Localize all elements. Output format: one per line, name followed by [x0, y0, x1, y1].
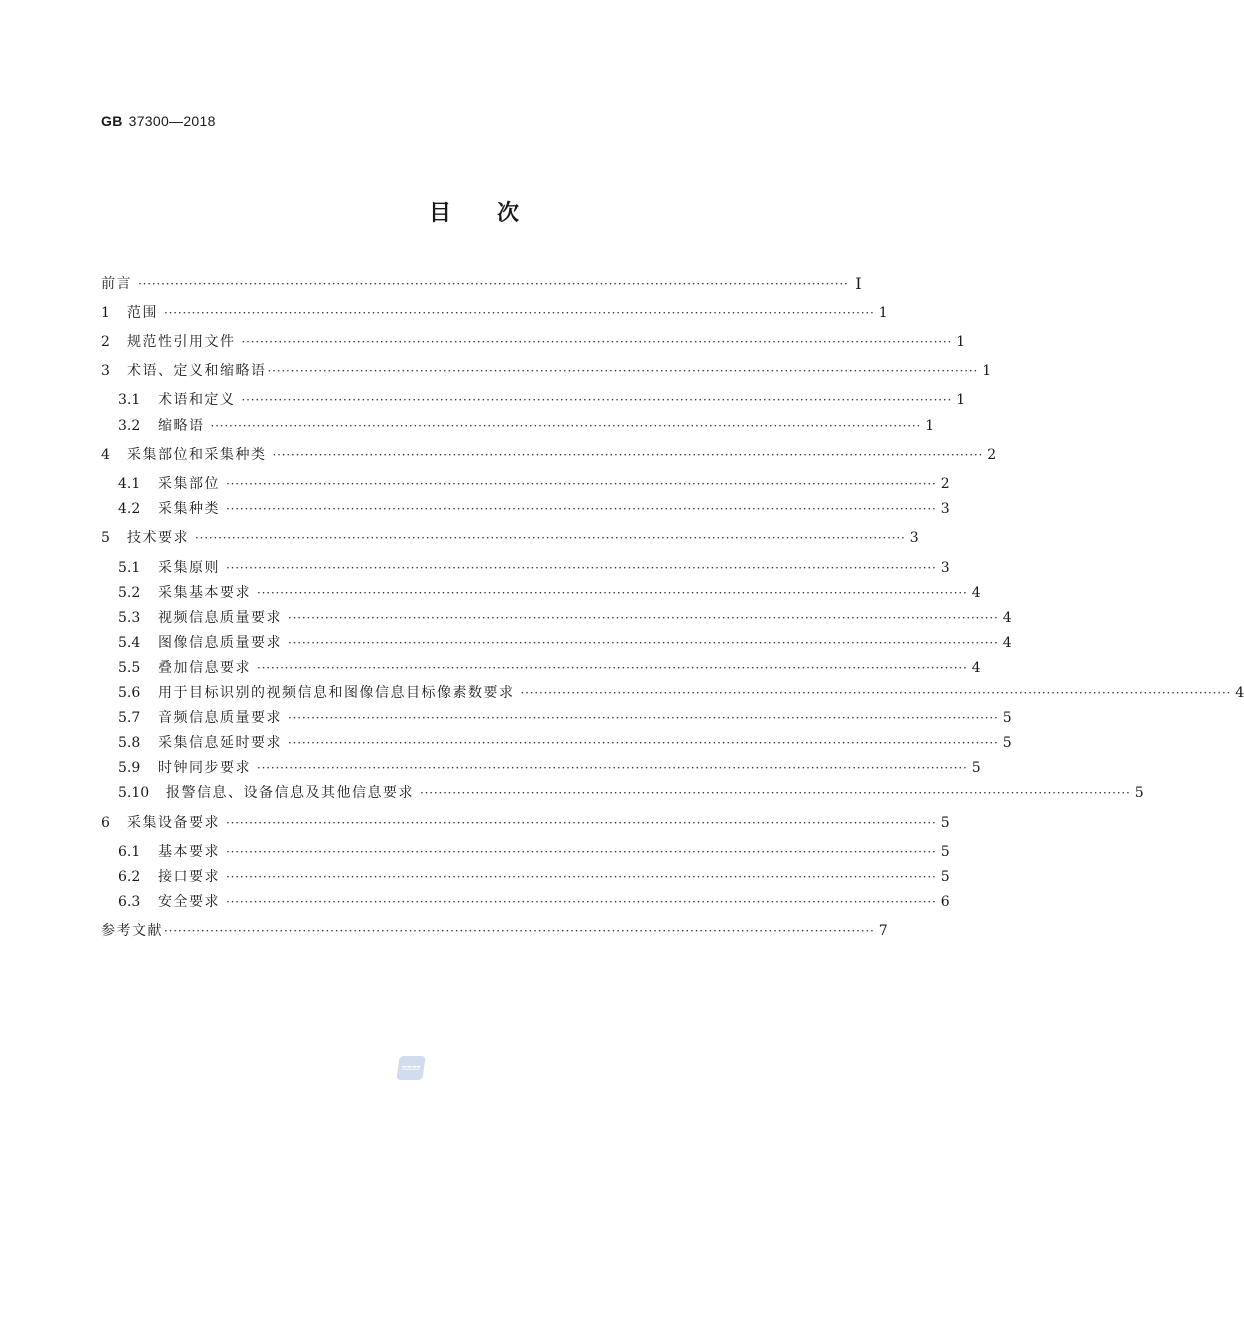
toc-entry-4[interactable]: [101, 444, 997, 466]
toc-entry-page: 4: [971, 660, 981, 676]
toc-entry-page: 4: [971, 585, 981, 601]
toc-entry-label: 基本要求: [158, 844, 220, 860]
toc-entry-references[interactable]: [101, 920, 888, 942]
toc-entry-number: 3.1: [118, 392, 141, 408]
toc-entry-5-1[interactable]: [118, 557, 950, 579]
toc-entry-1[interactable]: [101, 302, 888, 324]
toc-entry-page: 1: [956, 392, 966, 408]
dot-leader: ··························································································································································: [195, 531, 906, 545]
toc-entry-page: 5: [940, 869, 950, 885]
toc-entry-number: 5.9: [118, 760, 141, 776]
toc-entry-label: 采集基本要求: [158, 585, 251, 601]
toc-entry-6[interactable]: [101, 812, 950, 834]
dot-leader: ··························································································································································: [257, 761, 968, 775]
dot-leader: ··························································································································································: [288, 736, 999, 750]
toc-entry-page: 4: [1002, 635, 1012, 651]
dot-leader: ··························································································································································: [520, 686, 1232, 700]
toc-entry-page: 4: [1235, 685, 1244, 701]
toc-entry-5-9[interactable]: [118, 757, 981, 779]
toc-entry-page: 5: [940, 844, 950, 860]
dot-leader: ··························································································································································: [288, 711, 999, 725]
toc-entry-6-1[interactable]: [118, 841, 950, 863]
toc-entry-5-10[interactable]: [118, 782, 1144, 804]
toc-entry-page: 3: [940, 560, 950, 576]
dot-leader: ··························································································································································: [226, 845, 937, 859]
toc-entry-number: 6.1: [118, 844, 141, 860]
toc-entry-5-4[interactable]: [118, 632, 1012, 654]
toc-entry-label: 采集种类: [158, 501, 220, 517]
toc-entry-5-5[interactable]: [118, 657, 981, 679]
toc-entry-label: 安全要求: [158, 894, 220, 910]
dot-leader: ··························································································································································: [267, 364, 979, 378]
toc-entry-number: 6.2: [118, 869, 141, 885]
toc-entry-label: 缩略语: [158, 418, 205, 434]
standard-prefix: GB: [101, 113, 123, 129]
toc-entry-label: 采集原则: [158, 560, 220, 576]
dot-leader: ··························································································································································: [138, 277, 849, 291]
toc-entry-number: 1: [101, 305, 110, 321]
toc-entry-6-3[interactable]: [118, 891, 950, 913]
dot-leader: ··························································································································································: [164, 924, 875, 938]
toc-entry-page: 1: [925, 418, 935, 434]
publisher-watermark-icon: [396, 1056, 425, 1080]
toc-entry-number: 4: [101, 447, 110, 463]
toc-title-first: 目: [428, 201, 453, 226]
toc-entry-label: 音频信息质量要求: [158, 710, 282, 726]
dot-leader: ··························································································································································: [210, 419, 922, 433]
toc-entry-label: 术语和定义: [158, 392, 236, 408]
toc-entry-2[interactable]: [101, 331, 966, 353]
toc-entry-5-6[interactable]: [118, 682, 1244, 704]
dot-leader: ··························································································································································: [257, 661, 968, 675]
toc-entry-3[interactable]: [101, 360, 992, 382]
toc-entry-number: 5: [101, 530, 110, 546]
toc-title: [0, 196, 950, 227]
toc-entry-number: 5.8: [118, 735, 141, 751]
toc-entry-page: 4: [1002, 610, 1012, 626]
toc-entry-page: 2: [987, 447, 997, 463]
toc-entry-label: 叠加信息要求: [158, 660, 251, 676]
toc-entry-page: 5: [1134, 785, 1144, 801]
toc-entry-label: 技术要求: [127, 530, 189, 546]
dot-leader: ··························································································································································: [257, 586, 968, 600]
dot-leader: ··························································································································································: [420, 786, 1131, 800]
toc-entry-page: 1: [878, 305, 888, 321]
toc-entry-6-2[interactable]: [118, 866, 950, 888]
dot-leader: ··························································································································································: [272, 448, 984, 462]
toc-entry-page: 1: [982, 363, 992, 379]
toc-entry-number: 5.2: [118, 585, 141, 601]
toc-entry-number: 5.1: [118, 560, 141, 576]
toc-entry-number: 2: [101, 334, 110, 350]
toc-entry-number: 6.3: [118, 894, 141, 910]
toc-entry-label: 术语、定义和缩略语: [127, 363, 267, 379]
toc-entry-5-7[interactable]: [118, 707, 1012, 729]
toc-entry-number: 5.3: [118, 610, 141, 626]
dot-leader: ··························································································································································: [164, 306, 875, 320]
dot-leader: ··························································································································································: [226, 895, 937, 909]
toc-entry-number: 5.10: [118, 785, 150, 801]
toc-entry-page: 7: [878, 923, 888, 939]
document-code: [101, 113, 216, 129]
toc-entry-label: 视频信息质量要求: [158, 610, 282, 626]
toc-entry-page: 5: [1002, 735, 1012, 751]
toc-entry-number: 4.2: [118, 501, 141, 517]
toc-entry-number: 5.7: [118, 710, 141, 726]
toc-entry-page: 6: [940, 894, 950, 910]
toc-entry-label: 采集设备要求: [127, 815, 220, 831]
dot-leader: ··························································································································································: [226, 561, 937, 575]
toc-entry-label: 参考文献: [101, 923, 163, 939]
toc-entry-page: 2: [940, 476, 950, 492]
toc-entry-5-3[interactable]: [118, 607, 1012, 629]
toc-entry-label: 规范性引用文件: [127, 334, 236, 350]
toc-entry-3-1[interactable]: [118, 389, 966, 411]
dot-leader: ··························································································································································: [288, 611, 999, 625]
toc-entry-label: 图像信息质量要求: [158, 635, 282, 651]
toc-entry-label: 范围: [127, 305, 158, 321]
toc-entry-number: 5.6: [118, 685, 141, 701]
toc-entry-5[interactable]: [101, 527, 919, 549]
toc-entry-label: 报警信息、设备信息及其他信息要求: [166, 785, 414, 801]
watermark-glyph-icon: [400, 1063, 421, 1073]
toc-entry-foreword[interactable]: [101, 273, 862, 295]
toc-entry-4-1[interactable]: [118, 473, 950, 495]
dot-leader: ··························································································································································: [241, 335, 953, 349]
toc-entry-page: 3: [909, 530, 919, 546]
standard-number: 37300—2018: [128, 113, 216, 129]
dot-leader: ··························································································································································: [226, 870, 937, 884]
toc-entry-page: I: [855, 274, 862, 293]
toc-entry-3-2[interactable]: [118, 415, 935, 437]
toc-entry-page: 5: [971, 760, 981, 776]
dot-leader: ··························································································································································: [241, 393, 953, 407]
toc-entry-label: 采集部位: [158, 476, 220, 492]
toc-entry-number: 5.4: [118, 635, 141, 651]
toc-entry-number: 3: [101, 363, 110, 379]
toc-entry-number: 5.5: [118, 660, 141, 676]
toc-entry-label: 采集部位和采集种类: [127, 447, 267, 463]
dot-leader: ··························································································································································: [226, 816, 937, 830]
toc-entry-page: 5: [1002, 710, 1012, 726]
toc-entry-5-2[interactable]: [118, 582, 981, 604]
toc-title-second: 次: [497, 201, 522, 226]
toc-entry-number: 4.1: [118, 476, 141, 492]
toc-entry-label: 接口要求: [158, 869, 220, 885]
toc-entry-5-8[interactable]: [118, 732, 1012, 754]
dot-leader: ··························································································································································: [226, 502, 937, 516]
toc-entry-label: 前言: [101, 276, 132, 292]
dot-leader: ··························································································································································: [226, 477, 937, 491]
toc-entry-number: 3.2: [118, 418, 141, 434]
toc-entry-page: 1: [956, 334, 966, 350]
toc-entry-4-2[interactable]: [118, 498, 950, 520]
toc-entry-page: 5: [940, 815, 950, 831]
toc-entry-number: 6: [101, 815, 110, 831]
dot-leader: ··························································································································································: [288, 636, 999, 650]
toc-entry-label: 用于目标识别的视频信息和图像信息目标像素数要求: [158, 685, 515, 701]
toc-entry-label: 采集信息延时要求: [158, 735, 282, 751]
toc-entry-page: 3: [940, 501, 950, 517]
toc-entry-label: 时钟同步要求: [158, 760, 251, 776]
